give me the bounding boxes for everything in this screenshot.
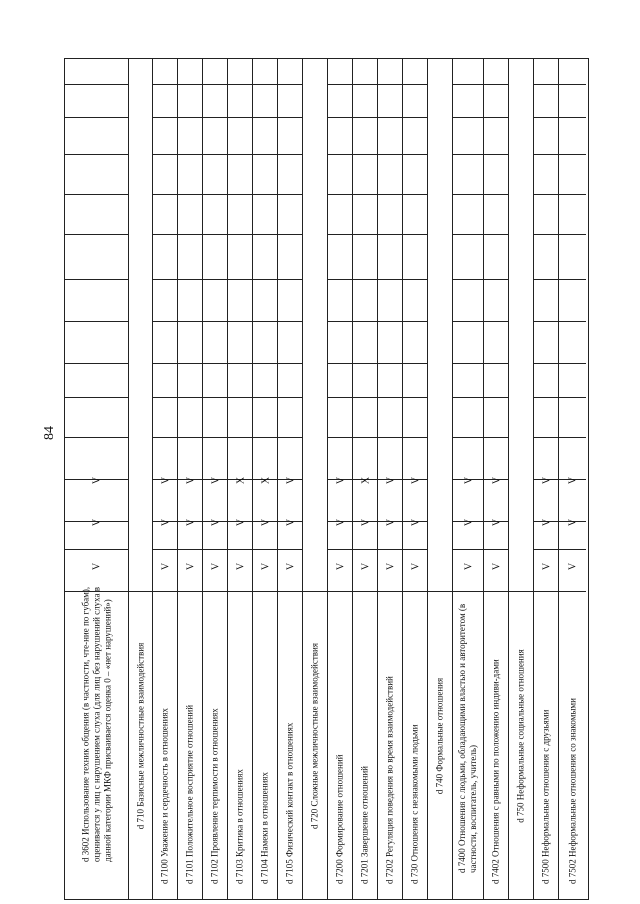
grid-line [178, 84, 202, 85]
grid-line [403, 321, 427, 322]
grid-line [203, 117, 227, 118]
grid-line [559, 549, 586, 550]
grid-line [534, 84, 558, 85]
grid-line [534, 154, 558, 155]
grid-line [353, 397, 377, 398]
grid-line [153, 397, 177, 398]
grid-line [328, 549, 352, 550]
grid-line [353, 117, 377, 118]
grid-line [153, 279, 177, 280]
grid-line [534, 194, 558, 195]
grid-line [178, 194, 202, 195]
grid-line [484, 397, 508, 398]
table-row [65, 59, 129, 899]
page-number: 84 [42, 426, 57, 440]
assessment-mark: V [410, 562, 421, 571]
assessment-mark: V [410, 476, 421, 485]
grid-line [484, 279, 508, 280]
assessment-mark: V [185, 562, 196, 571]
row-label-cell [428, 591, 452, 899]
row-label-cell [153, 591, 177, 899]
table-row [228, 59, 253, 899]
grid-line [484, 321, 508, 322]
grid-line [178, 234, 202, 235]
row-label-cell [509, 591, 533, 899]
grid-line [534, 363, 558, 364]
table-row [328, 59, 353, 899]
grid-line [153, 363, 177, 364]
grid-line [203, 397, 227, 398]
grid-line [278, 117, 302, 118]
grid-line [484, 117, 508, 118]
grid-line [378, 397, 402, 398]
grid-line [328, 397, 352, 398]
row-label-cell [534, 591, 558, 899]
grid-line [328, 194, 352, 195]
grid-line [278, 84, 302, 85]
grid-line [228, 117, 252, 118]
assessment-mark: V [260, 562, 271, 571]
grid-line [453, 234, 483, 235]
grid-line [278, 363, 302, 364]
grid-line [559, 321, 586, 322]
row-label-cell [278, 591, 302, 899]
grid-line [178, 549, 202, 550]
assessment-mark: V [541, 518, 552, 527]
grid-line [378, 321, 402, 322]
assessment-table [64, 58, 589, 900]
grid-line [253, 117, 277, 118]
assessment-mark: V [210, 476, 221, 485]
assessment-mark: V [185, 476, 196, 485]
grid-line [178, 117, 202, 118]
grid-line [253, 234, 277, 235]
row-label: d 7202 Регуляция поведения во время взаимодействий [384, 676, 395, 884]
assessment-mark: V [91, 562, 103, 571]
assessment-mark: V [335, 476, 346, 485]
table-row [278, 59, 303, 899]
grid-line [178, 437, 202, 438]
table-row [428, 59, 453, 899]
row-label: d 7200 Формирование отношений [334, 754, 345, 884]
row-label-cell [328, 591, 352, 899]
grid-line [253, 397, 277, 398]
assessment-mark: V [210, 562, 221, 571]
grid-line [353, 363, 377, 364]
grid-line [484, 437, 508, 438]
row-label: d 3602 Использование техник общения (в частности, чте-ние по губам), оценивается у лиц с нарушением слуха (для лиц без нарушений слуха в данной категории МКФ присваивается оценка 0 – «нет нарушений») [80, 586, 112, 862]
grid-line [353, 154, 377, 155]
grid-line [534, 321, 558, 322]
grid-line [65, 279, 128, 280]
assessment-mark: V [260, 518, 271, 527]
grid-line [484, 154, 508, 155]
grid-line [153, 549, 177, 550]
grid-line [353, 279, 377, 280]
assessment-mark: V [285, 476, 296, 485]
grid-line [453, 194, 483, 195]
grid-line [403, 84, 427, 85]
grid-line [253, 194, 277, 195]
assessment-mark: V [160, 562, 171, 571]
grid-line [534, 279, 558, 280]
grid-line [453, 279, 483, 280]
grid-line [228, 194, 252, 195]
grid-line [228, 154, 252, 155]
assessment-mark: V [360, 518, 371, 527]
assessment-mark: V [335, 518, 346, 527]
grid-line [328, 117, 352, 118]
table-row [509, 59, 534, 899]
grid-line [403, 549, 427, 550]
grid-line [378, 234, 402, 235]
grid-line [403, 234, 427, 235]
row-label-cell [65, 586, 128, 899]
row-label-cell [378, 591, 402, 899]
assessment-mark: V [335, 562, 346, 571]
table-grid [64, 58, 589, 900]
assessment-mark: V [385, 518, 396, 527]
grid-line [253, 321, 277, 322]
grid-line [353, 549, 377, 550]
grid-line [278, 549, 302, 550]
grid-line [253, 154, 277, 155]
grid-line [453, 154, 483, 155]
grid-line [534, 549, 558, 550]
grid-line [278, 154, 302, 155]
assessment-mark: X [235, 476, 246, 485]
row-label-cell [303, 591, 327, 899]
grid-line [153, 234, 177, 235]
row-label: d 7102 Проявление терпимости в отношениях [209, 708, 220, 884]
assessment-mark: V [463, 562, 474, 571]
grid-line [65, 321, 128, 322]
table-row [153, 59, 178, 899]
grid-line [278, 279, 302, 280]
row-label: d 7104 Намеки в отношениях [259, 772, 270, 884]
grid-line [559, 363, 586, 364]
grid-line [278, 437, 302, 438]
grid-line [453, 84, 483, 85]
grid-line [484, 84, 508, 85]
grid-line [559, 117, 586, 118]
grid-line [328, 437, 352, 438]
grid-line [559, 154, 586, 155]
grid-line [403, 154, 427, 155]
grid-line [453, 321, 483, 322]
assessment-mark: V [285, 518, 296, 527]
row-label: d 7502 Неформальные отношения со знакомыми [567, 698, 577, 884]
grid-line [378, 154, 402, 155]
row-label-cell [484, 591, 508, 899]
grid-line [253, 437, 277, 438]
grid-line [328, 84, 352, 85]
row-label-cell [559, 591, 586, 899]
grid-line [228, 437, 252, 438]
table-row [403, 59, 428, 899]
grid-line [353, 437, 377, 438]
row-label-cell [203, 591, 227, 899]
grid-line [228, 84, 252, 85]
grid-line [203, 363, 227, 364]
grid-line [178, 363, 202, 364]
grid-line [559, 84, 586, 85]
grid-line [203, 549, 227, 550]
assessment-mark: X [360, 476, 371, 485]
row-label: d 7100 Уважение и сердечность в отношениях [159, 707, 170, 884]
grid-line [178, 397, 202, 398]
grid-line [65, 397, 128, 398]
table-row [559, 59, 586, 899]
grid-line [253, 279, 277, 280]
grid-line [203, 234, 227, 235]
grid-line [228, 321, 252, 322]
table-row [129, 59, 153, 899]
grid-line [328, 154, 352, 155]
grid-line [484, 363, 508, 364]
grid-line [65, 437, 128, 438]
grid-line [153, 437, 177, 438]
grid-line [559, 234, 586, 235]
grid-line [203, 84, 227, 85]
grid-line [559, 397, 586, 398]
assessment-mark: V [567, 518, 578, 527]
grid-line [253, 363, 277, 364]
row-label-cell [253, 591, 277, 899]
grid-line [278, 234, 302, 235]
assessment-mark: V [567, 562, 578, 571]
table-row [378, 59, 403, 899]
table-row [484, 59, 509, 899]
assessment-mark: V [541, 476, 552, 485]
grid-line [278, 321, 302, 322]
grid-line [178, 321, 202, 322]
assessment-mark: V [541, 562, 552, 571]
grid-line [378, 194, 402, 195]
assessment-mark: X [260, 476, 271, 485]
grid-line [253, 549, 277, 550]
assessment-mark: V [235, 562, 246, 571]
assessment-mark: V [463, 518, 474, 527]
grid-line [484, 194, 508, 195]
grid-line [65, 234, 128, 235]
grid-line [153, 321, 177, 322]
assessment-mark: V [91, 476, 103, 485]
row-label: d 7105 Физический контакт в отношениях [284, 722, 295, 884]
grid-line [534, 117, 558, 118]
grid-line [153, 154, 177, 155]
row-label-cell [353, 591, 377, 899]
row-label: d 720 Сложные межличностные взаимодействия [309, 643, 320, 829]
grid-line [453, 363, 483, 364]
row-label: d 740 Формальные отношения [434, 677, 445, 795]
grid-line [559, 279, 586, 280]
grid-line [453, 437, 483, 438]
grid-line [453, 549, 483, 550]
assessment-mark: V [385, 476, 396, 485]
assessment-mark: V [491, 562, 502, 571]
grid-line [353, 84, 377, 85]
grid-line [65, 117, 128, 118]
row-label: d 7400 Отношения с людьми, обладающими властью и авторитетом (в частности, воспитатель, учитель) [457, 603, 478, 873]
row-label-cell [453, 591, 483, 899]
grid-line [534, 437, 558, 438]
grid-line [403, 397, 427, 398]
table-row [534, 59, 559, 899]
grid-line [378, 363, 402, 364]
assessment-mark: V [185, 518, 196, 527]
grid-line [228, 549, 252, 550]
grid-line [228, 397, 252, 398]
row-label: d 7402 Отношения с равными по положению индиви-дами [490, 659, 501, 884]
row-label: d 730 Отношения с незнакомыми людьми [409, 724, 420, 884]
row-label: d 710 Базисные межличностные взаимодействия [135, 642, 145, 830]
grid-line [278, 397, 302, 398]
row-label-cell [228, 591, 252, 899]
grid-line [353, 194, 377, 195]
row-label: d 7201 Завершение отношений [359, 765, 370, 884]
table-row [453, 59, 484, 899]
grid-line [559, 437, 586, 438]
grid-line [484, 549, 508, 550]
grid-line [378, 117, 402, 118]
assessment-mark: V [210, 518, 221, 527]
table-row [203, 59, 228, 899]
grid-line [153, 117, 177, 118]
grid-line [534, 397, 558, 398]
grid-line [328, 363, 352, 364]
row-label-cell [178, 591, 202, 899]
grid-line [228, 363, 252, 364]
grid-line [65, 194, 128, 195]
grid-line [378, 84, 402, 85]
grid-line [403, 279, 427, 280]
grid-line [403, 363, 427, 364]
grid-line [534, 234, 558, 235]
grid-line [353, 321, 377, 322]
grid-line [203, 194, 227, 195]
grid-line [353, 234, 377, 235]
grid-line [278, 194, 302, 195]
grid-line [378, 549, 402, 550]
assessment-mark: V [91, 518, 103, 527]
assessment-mark: V [463, 476, 474, 485]
row-label-cell [129, 591, 152, 899]
assessment-mark: V [567, 476, 578, 485]
grid-line [203, 437, 227, 438]
assessment-mark: V [360, 562, 371, 571]
grid-line [328, 234, 352, 235]
grid-line [403, 117, 427, 118]
table-row [178, 59, 203, 899]
grid-line [378, 279, 402, 280]
grid-line [228, 279, 252, 280]
grid-line [453, 397, 483, 398]
grid-line [65, 154, 128, 155]
assessment-mark: V [160, 518, 171, 527]
row-label: d 7101 Положительное восприятие отношений [184, 704, 195, 884]
assessment-mark: V [285, 562, 296, 571]
assessment-mark: V [385, 562, 396, 571]
assessment-mark: V [491, 518, 502, 527]
grid-line [203, 321, 227, 322]
grid-line [328, 279, 352, 280]
grid-line [484, 234, 508, 235]
grid-line [203, 279, 227, 280]
grid-line [178, 154, 202, 155]
grid-line [403, 194, 427, 195]
table-row [353, 59, 378, 899]
assessment-mark: V [410, 518, 421, 527]
grid-line [228, 234, 252, 235]
assessment-mark: V [491, 476, 502, 485]
grid-line [403, 437, 427, 438]
grid-line [65, 84, 128, 85]
grid-line [559, 194, 586, 195]
assessment-mark: V [235, 518, 246, 527]
grid-line [153, 84, 177, 85]
grid-line [328, 321, 352, 322]
grid-line [65, 549, 128, 550]
grid-line [378, 437, 402, 438]
row-label: d 7103 Критика в отношениях [234, 769, 245, 884]
table-row [303, 59, 328, 899]
grid-line [453, 117, 483, 118]
grid-line [65, 363, 128, 364]
row-label-cell [403, 591, 427, 899]
grid-line [253, 84, 277, 85]
grid-line [178, 279, 202, 280]
assessment-mark: V [160, 476, 171, 485]
row-label: d 7500 Неформальные отношения с друзьями [540, 709, 551, 884]
grid-line [153, 194, 177, 195]
row-label: d 750 Неформальные социальные отношения [515, 649, 526, 823]
grid-line [203, 154, 227, 155]
table-row [253, 59, 278, 899]
